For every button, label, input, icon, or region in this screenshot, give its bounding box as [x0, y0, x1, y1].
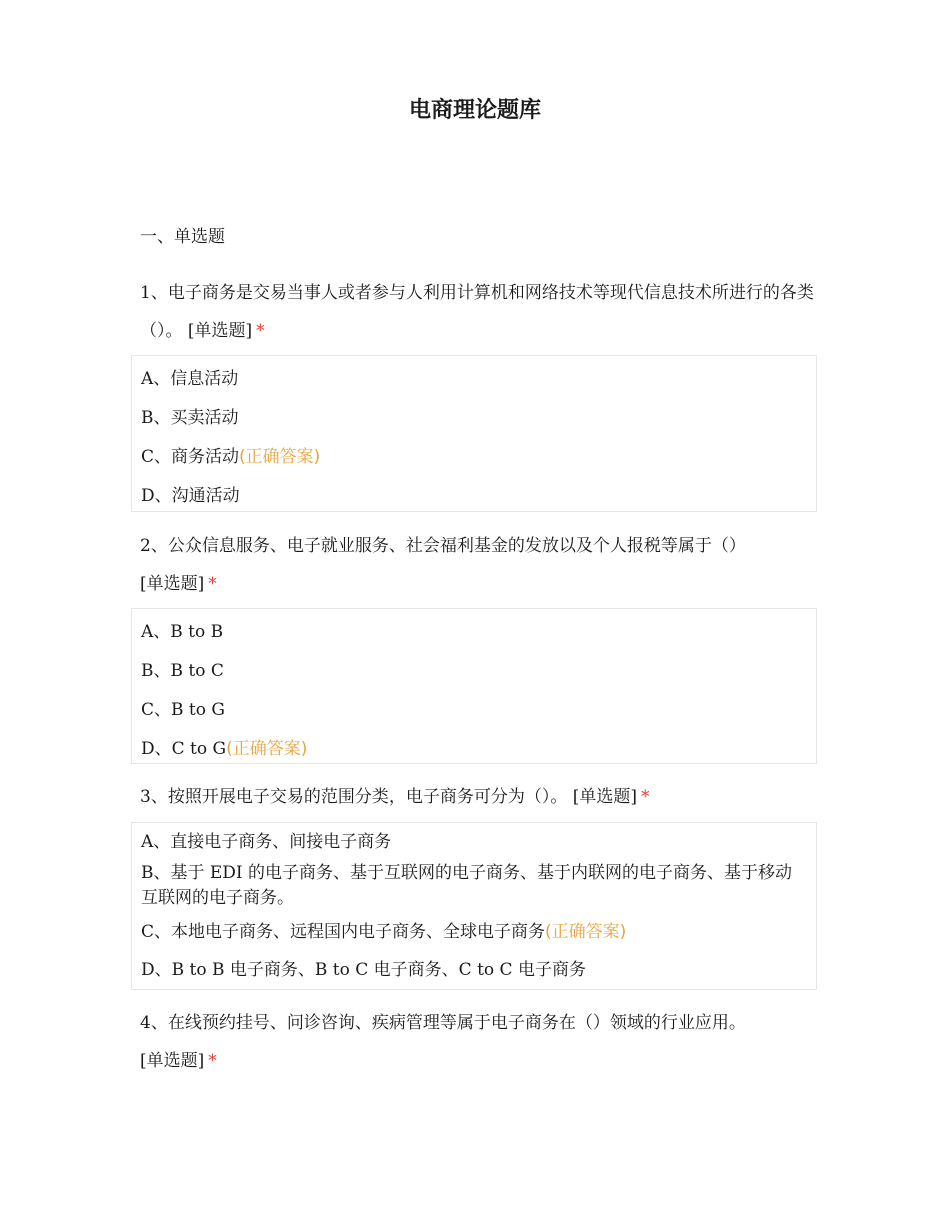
option-b[interactable]: B、基于 EDI 的电子商务、基于互联网的电子商务、基于内联网的电子商务、基于移动互联网的电子商务。 — [141, 863, 793, 908]
required-star: * — [256, 321, 265, 341]
option-d[interactable]: D、B to B 电子商务、B to C 电子商务、C to C 电子商务 — [141, 960, 586, 980]
correct-answer-mark: (正确答案) — [545, 922, 627, 942]
option-a[interactable]: A、信息活动 — [141, 369, 239, 389]
question-text: 2、公众信息服务、电子就业服务、社会福利基金的发放以及个人报税等属于（） — [140, 536, 746, 556]
option-d[interactable]: D、C to G(正确答案) — [141, 739, 308, 759]
correct-answer-mark: (正确答案) — [226, 739, 308, 759]
question-2 — [140, 527, 820, 603]
options-box-3 — [131, 822, 817, 990]
option-c[interactable]: C、B to G — [141, 700, 225, 720]
options-box-2 — [131, 608, 817, 764]
question-1 — [140, 274, 820, 350]
question-4 — [140, 1004, 820, 1080]
page-title: 电商理论题库 — [408, 98, 541, 123]
question-text: 4、在线预约挂号、问诊咨询、疾病管理等属于电子商务在（）领域的行业应用。 — [140, 1013, 746, 1033]
question-type: [单选题] — [140, 1051, 205, 1071]
option-b[interactable]: B、B to C — [141, 661, 224, 681]
option-c[interactable]: C、本地电子商务、远程国内电子商务、全球电子商务(正确答案) — [141, 922, 627, 942]
question-text: 3、按照开展电子交易的范围分类，电子商务可分为（）。 — [140, 787, 568, 807]
question-3 — [140, 778, 820, 816]
question-type: [单选题] — [140, 574, 205, 594]
option-c[interactable]: C、商务活动(正确答案) — [141, 447, 321, 467]
options-box-1 — [131, 355, 817, 512]
option-a[interactable]: A、直接电子商务、间接电子商务 — [141, 832, 392, 852]
option-b[interactable]: B、买卖活动 — [141, 408, 239, 428]
required-star: * — [641, 787, 650, 807]
question-type: [单选题] — [187, 321, 253, 341]
option-a[interactable]: A、B to B — [141, 622, 224, 642]
required-star: * — [208, 574, 217, 594]
question-type: [单选题] — [572, 787, 637, 807]
required-star: * — [208, 1051, 217, 1071]
correct-answer-mark: (正确答案) — [239, 447, 321, 467]
option-d[interactable]: D、沟通活动 — [141, 486, 240, 506]
section-heading: 一、单选题 — [140, 227, 225, 247]
question-text: 1、电子商务是交易当事人或者参与人利用计算机和网络技术等现代信息技术所进行的各类（）。 — [140, 283, 814, 341]
